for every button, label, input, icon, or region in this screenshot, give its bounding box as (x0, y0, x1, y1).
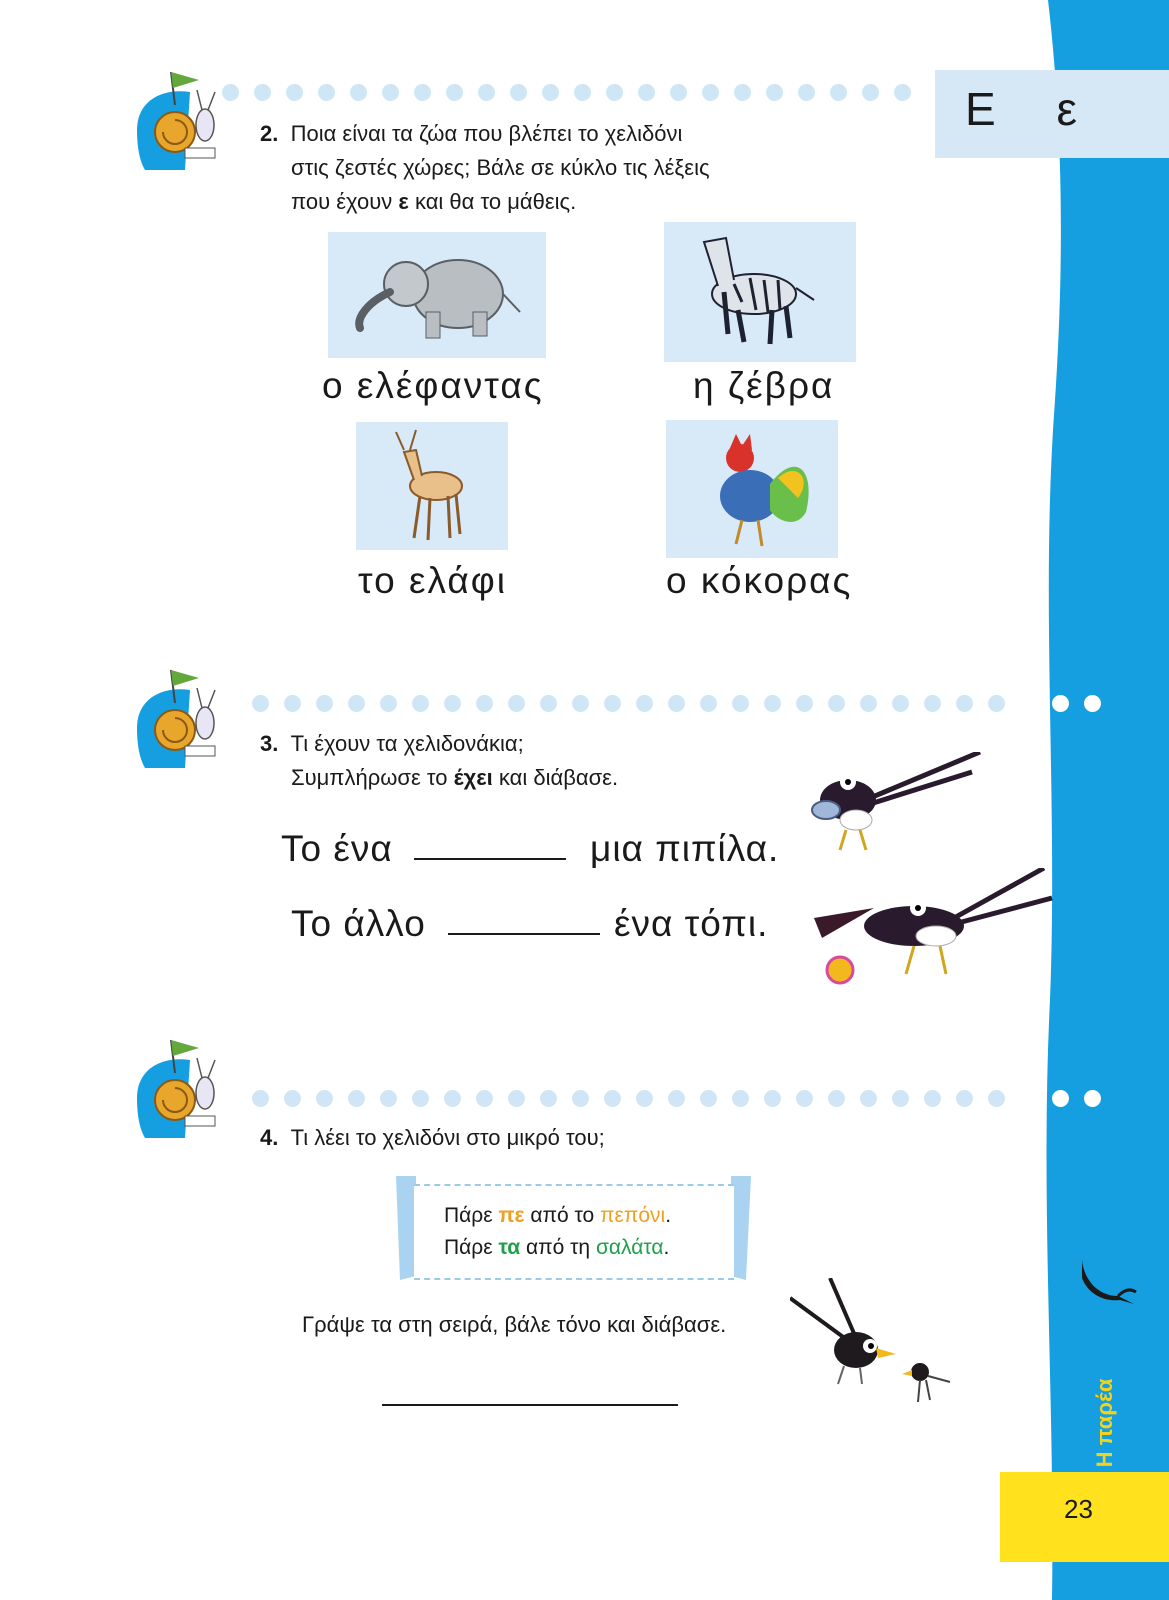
letter-tab (935, 70, 1169, 158)
animal-word: η ζέβρα (693, 365, 835, 406)
animal-word: το ελάφι (358, 560, 507, 601)
dotted-separator (222, 84, 926, 101)
animal-word: ο κόκορας (666, 560, 853, 601)
swallow-pacifier-icon (800, 752, 990, 872)
task-2-line3-suffix: και θα το μάθεις. (408, 189, 577, 214)
task-2-line3-prefix: που έχουν (291, 189, 399, 214)
snail-mascot-icon (135, 668, 235, 768)
letter-tab-text: Ε ε (965, 83, 1101, 135)
task-4-instruction: Γράψε τα στη σειρά, βάλε τόνο και διάβασε. (302, 1312, 727, 1337)
deer-picture (356, 422, 508, 550)
sentence-1-end: μια πιπίλα. (590, 828, 780, 869)
sentence-2-blank[interactable] (448, 933, 600, 935)
dotted-separator (252, 695, 1116, 712)
rooster-picture (666, 420, 838, 558)
task-2-text (260, 117, 710, 219)
elephant-picture (328, 232, 546, 358)
sentence-2-end: ένα τόπι. (614, 903, 769, 944)
sentence-1-blank[interactable] (414, 858, 566, 860)
task-number: 4. (260, 1125, 279, 1150)
note-line-1: Πάρε πε από το πεπόνι. (444, 1204, 672, 1227)
elephant-icon (328, 232, 546, 358)
task-4-text (260, 1121, 605, 1155)
note-line-2: Πάρε τα από τη σαλάτα. (444, 1236, 670, 1259)
page-number: 23 (1064, 1494, 1093, 1524)
task-3-line1: Τι έχουν τα χελιδονάκια; (290, 731, 524, 756)
task-3-line2-prefix: Συμπλήρωσε το (291, 765, 454, 790)
task-3-word: έχει (453, 765, 493, 790)
answer-line[interactable] (382, 1404, 678, 1406)
zebra-icon (664, 222, 856, 362)
dotted-separator (252, 1090, 1116, 1107)
side-section-label: Η παρέα (1092, 1378, 1117, 1468)
swallow-logo-icon (1078, 1260, 1138, 1310)
snail-mascot-icon (135, 1038, 235, 1138)
sentence-1-start: Το ένα (281, 828, 393, 869)
task-number: 2. (260, 121, 279, 146)
swallow-ball-icon (814, 868, 1054, 998)
task-2-line2: στις ζεστές χώρες; Βάλε σε κύκλο τις λέξεις (291, 155, 710, 180)
swallow-mother-baby-icon (790, 1278, 970, 1418)
task-2-line1: Ποια είναι τα ζώα που βλέπει το χελιδόνι (290, 121, 683, 146)
task-2-letter: ε (398, 189, 409, 214)
rooster-icon (666, 420, 838, 558)
task-3-line2-suffix: και διάβασε. (492, 765, 619, 790)
deer-icon (356, 422, 508, 550)
zebra-picture (664, 222, 856, 362)
note-card (396, 1176, 751, 1284)
snail-mascot-icon (135, 70, 235, 170)
task-number: 3. (260, 731, 279, 756)
task-4-line1: Τι λέει το χελιδόνι στο μικρό του; (290, 1125, 605, 1150)
task-3-text (260, 727, 618, 795)
sentence-2-start: Το άλλο (291, 903, 426, 944)
animal-word: ο ελέφαντας (322, 365, 544, 406)
